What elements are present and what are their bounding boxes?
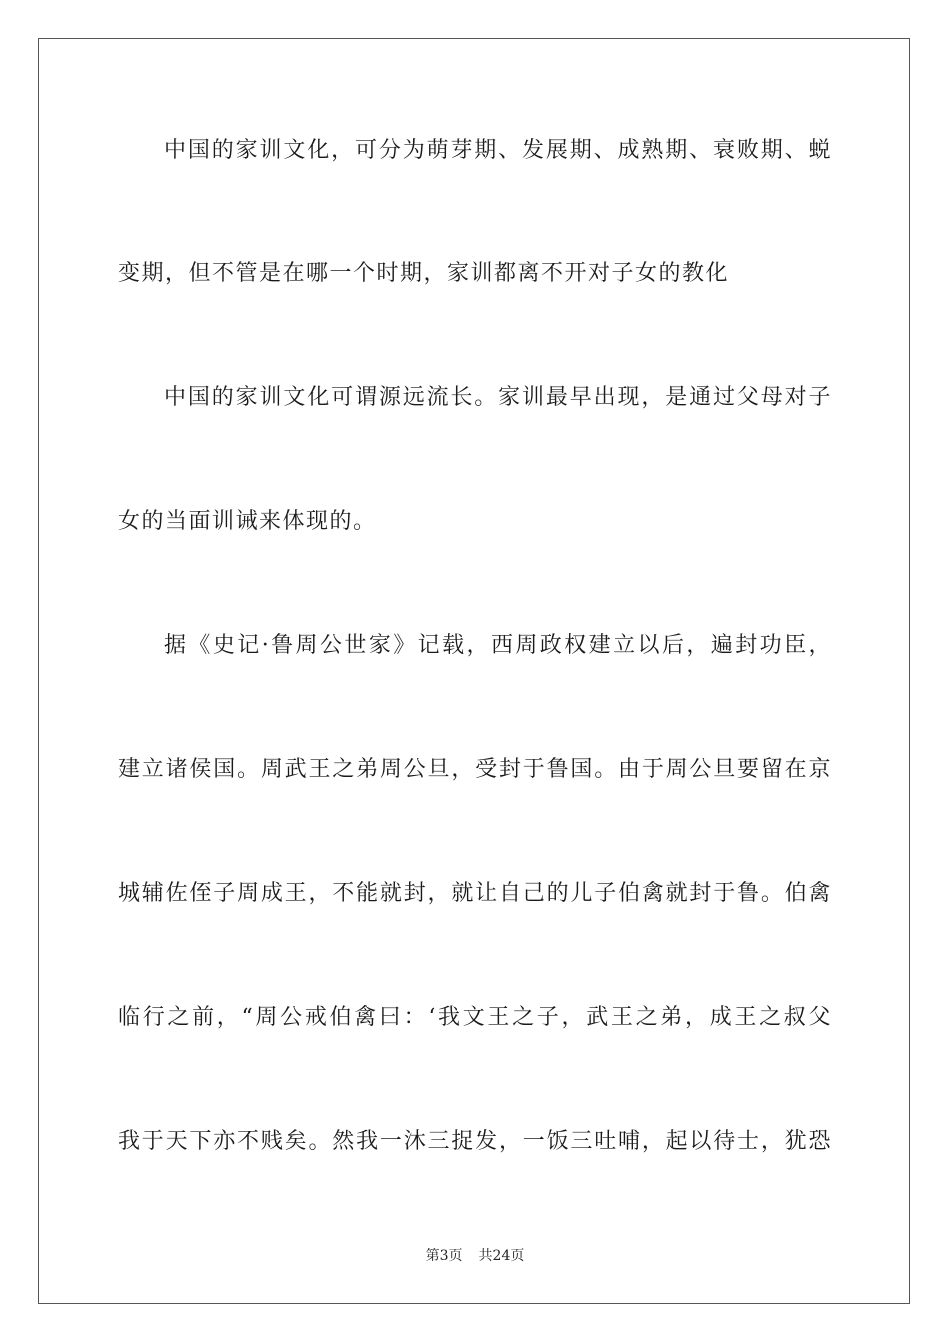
paragraph-3-line-4: 临行之前，“周公戒伯禽曰：‘我文王之子，武王之弟，成王之叔父: [118, 1005, 832, 1030]
total-pages: 共24页: [478, 1248, 525, 1264]
paragraph-1-line-2: 变期，但不管是在哪一个时期，家训都离不开对子女的教化: [118, 261, 730, 286]
page-number: 第3页: [425, 1248, 463, 1264]
paragraph-3-line-1: 据《史记·鲁周公世家》记载，西周政权建立以后，遍封功臣，: [164, 633, 832, 658]
paragraph-2-line-2: 女的当面训诫来体现的。: [118, 509, 377, 534]
page-border: [38, 38, 910, 1304]
page-footer: [0, 1247, 950, 1265]
paragraph-1-line-1: 中国的家训文化，可分为萌芽期、发展期、成熟期、衰败期、蜕: [164, 138, 832, 163]
paragraph-3-line-2: 建立诸侯国。周武王之弟周公旦，受封于鲁国。由于周公旦要留在京: [118, 757, 832, 782]
paragraph-3-line-5: 我于天下亦不贱矣。然我一沐三捉发，一饭三吐哺，起以待士，犹恐: [118, 1129, 832, 1154]
paragraph-2-line-1: 中国的家训文化可谓源远流长。家训最早出现，是通过父母对子: [164, 385, 832, 410]
paragraph-3-line-3: 城辅佐侄子周成王，不能就封，就让自己的儿子伯禽就封于鲁。伯禽: [118, 881, 832, 906]
